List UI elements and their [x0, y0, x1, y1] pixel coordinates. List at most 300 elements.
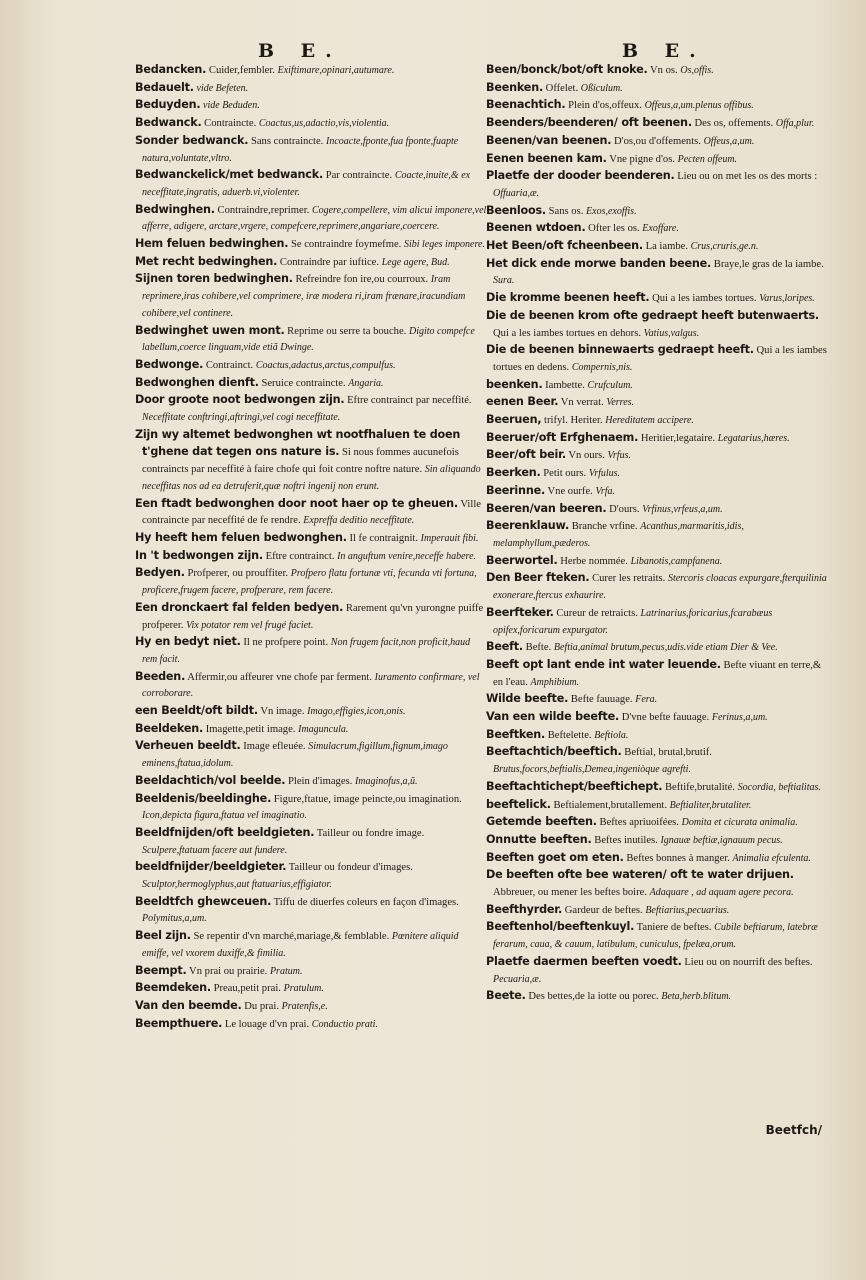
french-definition: Des bettes,de la iotte ou porec. [528, 991, 659, 1003]
dictionary-entry [486, 832, 832, 850]
headword: Bedyen. [135, 566, 185, 580]
french-definition: Vn image. [260, 706, 305, 718]
latin-gloss: Icon,depicta figura,ftatua vel imaginatio. [142, 810, 307, 822]
dictionary-entry [135, 254, 487, 272]
headword: Sonder bedwanck. [135, 133, 249, 147]
french-definition: Profperer, ou prouffiter. [187, 568, 289, 580]
dictionary-entry [135, 115, 487, 133]
latin-gloss: Pratulum. [283, 983, 324, 995]
headword: Beempthuere. [135, 1016, 223, 1030]
latin-gloss: Verres. [606, 397, 635, 409]
french-definition: Ofter les os. [588, 223, 640, 235]
dictionary-entry [486, 797, 832, 815]
latin-gloss: Adaquare , ad aquam agere pecora. [649, 887, 794, 899]
dictionary-entry [486, 290, 832, 308]
headword: een Beeldt/oft bildt. [135, 704, 258, 718]
latin-gloss: Expreffa deditio neceffitate. [303, 515, 415, 527]
latin-gloss: Sculpere,ftatuam facere aut fundere. [142, 844, 288, 856]
headword: Beeft. [486, 640, 523, 654]
latin-gloss: Imago,effigies,icon,onis. [307, 706, 406, 718]
dictionary-entry [486, 394, 832, 412]
dictionary-entry [486, 412, 832, 430]
latin-gloss: Exiftimare,opinari,autumare. [277, 65, 395, 76]
french-definition: Contraindre par iuftice. [279, 256, 380, 268]
dictionary-entry [135, 271, 487, 322]
dictionary-entry [486, 447, 832, 465]
french-definition: Gardeur de beftes. [564, 904, 643, 916]
headword: Beeldenis/beeldinghe. [135, 791, 272, 805]
french-definition: Se contraindre foymefme. [290, 239, 402, 251]
french-definition: Eftre contrainct. [265, 550, 335, 562]
dictionary-entry [486, 814, 832, 832]
french-definition: Herbe nommée. [560, 555, 628, 567]
headword: Beeldachtich/vol beelde. [135, 773, 286, 787]
french-definition: D'os,ou d'offements. [614, 135, 701, 147]
latin-gloss: Pratum. [269, 965, 303, 977]
latin-gloss: Beftialiter,brutaliter. [669, 799, 752, 811]
dictionary-entry [135, 1016, 487, 1034]
headword: Door groote noot bedwongen zijn. [135, 393, 345, 407]
latin-gloss: In anguftum venire,neceffe habere. [337, 550, 477, 562]
headword: Beel zijn. [135, 929, 191, 943]
french-definition: Qui a les iambes tortues. [652, 293, 757, 305]
headword: eenen Beer. [486, 395, 559, 409]
headword: Van een wilde beefte. [486, 710, 620, 724]
headword: Beerfteker. [486, 605, 554, 619]
dictionary-entry [486, 238, 832, 256]
french-definition: Vn ours. [568, 450, 605, 462]
latin-gloss: Sin aliquando neceffitas nos ad ea detruferit,quæ noftri ingenij non erunt. [142, 464, 481, 492]
french-definition: Beftialement,brutallement. [553, 799, 667, 811]
latin-gloss: Animalia efculenta. [732, 852, 811, 864]
latin-gloss: Conductio prati. [311, 1018, 378, 1030]
dictionary-entry [135, 392, 487, 426]
headword: Beempt. [135, 963, 187, 977]
dictionary-entry [486, 744, 832, 778]
headword: Been/bonck/bot/oft knoke. [486, 63, 648, 76]
dictionary-entry [135, 167, 487, 201]
headword: Beerinne. [486, 483, 546, 497]
latin-gloss: Vrfa. [595, 485, 616, 497]
french-definition: Des os, offements. [694, 118, 774, 130]
headword: Beerken. [486, 466, 541, 480]
dictionary-entry [486, 954, 832, 988]
latin-gloss: Hereditatem accipere. [605, 415, 694, 427]
latin-gloss: Pœnitere aliquid emiffe, vel vxorem duxiffe,& fimilia. [142, 931, 459, 959]
french-definition: Beftelette. [547, 729, 592, 741]
dictionary-entry [486, 62, 832, 80]
dictionary-entry [486, 501, 832, 519]
headword: Beeden. [135, 669, 186, 683]
dictionary-entry [135, 669, 487, 703]
dictionary-entry [486, 80, 832, 98]
french-definition: Vn verrat. [560, 397, 604, 409]
dictionary-entry [486, 902, 832, 920]
french-definition: Beftial, brutal,brutif. [624, 747, 712, 759]
headword: De beeften ofte bee wateren/ oft te water drijuen. [486, 868, 794, 882]
headword: Verheuen beeldt. [135, 739, 241, 753]
dictionary-entry [486, 988, 832, 1006]
dictionary-entry [135, 721, 487, 739]
dictionary-entry [135, 894, 487, 928]
latin-gloss: Ignauæ beftiæ,ignauum pecus. [660, 834, 783, 846]
latin-gloss: Offa,plur. [775, 118, 815, 130]
headword: Beeftken. [486, 727, 546, 741]
french-definition: Plein d'images. [288, 775, 353, 787]
right-column [486, 62, 832, 1006]
headword: Bedwanckelick/met bedwanck. [135, 168, 324, 182]
headword: Plaetfe der dooder beenderen. [486, 169, 675, 183]
latin-gloss: Angaria. [348, 377, 384, 389]
french-definition: Reprime ou serre ta bouche. [287, 325, 407, 337]
headword: beeldfnijder/beeldgieter. [135, 860, 287, 874]
dictionary-entry [486, 570, 832, 604]
french-definition: Si nous fommes aucunefois contraincts par neceffité à faire chofe qui foit contre noftre nature. [142, 447, 459, 476]
headword: Getemde beeften. [486, 815, 597, 829]
headword: Een dronckaert fal felden bedyen. [135, 600, 344, 614]
headword: Beeftachtich/beeftich. [486, 745, 622, 759]
latin-gloss: Lege agere, Bud. [381, 256, 450, 268]
latin-gloss: Coactus,us,adactio,vis,violentia. [258, 118, 390, 130]
headword: Beefthyrder. [486, 902, 563, 916]
latin-gloss: Legatarius,hæres. [717, 432, 790, 444]
headword: Beeruen, [486, 413, 542, 427]
dictionary-entry [486, 151, 832, 169]
latin-gloss: Digito compefce labellum,coerce linguam,vide etiã Dwinge. [142, 325, 475, 354]
latin-gloss: Profpero flatu fortunæ vti, fecunda vti fortuna, proficere,frugem facere, profperare, rem facere. [142, 568, 477, 597]
latin-gloss: Offeus,a,um.plenus offibus. [644, 100, 754, 112]
dictionary-entry [486, 867, 832, 901]
headword: Hem feluen bedwinghen. [135, 237, 289, 251]
latin-gloss: Stercoris cloacas expurgare,fterquilinia exonerare,ftercus exhaurire. [493, 573, 827, 602]
headword: Met recht bedwinghen. [135, 254, 278, 268]
french-definition: Cureur de retraicts. [556, 607, 638, 619]
latin-gloss: Offeus,a,um. [703, 135, 755, 147]
dictionary-entry [486, 657, 832, 691]
headword: Beete. [486, 989, 526, 1003]
dictionary-entry [135, 236, 487, 254]
latin-gloss: Exos,exoffis. [586, 205, 637, 217]
dictionary-entry [486, 850, 832, 868]
dictionary-entry [486, 115, 832, 133]
french-definition: Tailleur ou fondre image. [316, 827, 425, 839]
dictionary-entry [135, 791, 487, 825]
headword: Beeruer/oft Erfghenaem. [486, 430, 639, 444]
headword: Beenen wtdoen. [486, 221, 586, 235]
latin-gloss: Latrinarius,foricarius,fcarabæus opifex,foricarum expurgator. [493, 607, 773, 636]
latin-gloss: Imaginofus,a,ũ. [354, 775, 418, 787]
french-definition: Vne pigne d'os. [609, 153, 675, 165]
latin-gloss: Incoacte,fponte,fua fponte,fuapte natura,voluntate,vltro. [142, 135, 459, 164]
dictionary-entry [135, 496, 487, 530]
headword: Beer/oft beir. [486, 448, 566, 462]
french-definition: Contraindre,reprimer. [217, 204, 310, 216]
latin-gloss: Iuramento confirmare, vel corroborare. [142, 671, 480, 700]
headword: beeftelick. [486, 797, 551, 811]
french-definition: Se repentir d'vn marché,mariage,& femblable. [193, 931, 390, 943]
dictionary-entry [135, 825, 487, 859]
left-column [135, 62, 487, 1033]
dictionary-entry [135, 548, 487, 566]
latin-gloss: Ferinus,a,um. [711, 712, 768, 724]
french-definition: Par contraincte. [325, 170, 393, 182]
french-definition: Tiffu de diuerfes coleurs en façon d'images. [273, 896, 459, 908]
french-definition: Contrainct. [205, 359, 254, 371]
dictionary-entry [486, 691, 832, 709]
headword: Hy en bedyt niet. [135, 635, 241, 649]
latin-gloss: Sura. [493, 275, 515, 287]
headword: Zijn wy altemet bedwonghen wt nootfhaluen te doen t'ghene dat tegen ons nature is. [135, 427, 461, 459]
french-definition: Du prai. [244, 1000, 279, 1012]
french-definition: Befte fauuage. [570, 694, 633, 706]
dictionary-entry [135, 998, 487, 1016]
french-definition: Beftes apriuoifées. [599, 817, 679, 829]
headword: Beenloos. [486, 203, 546, 217]
dictionary-entry [486, 256, 832, 290]
headword: Beeft opt lant ende int water leuende. [486, 657, 721, 671]
french-definition: Affermir,ou affeurer vne chofe par ferment. [187, 671, 372, 683]
headword: Den Beer fteken. [486, 571, 590, 585]
french-definition: Preau,petit prai. [213, 983, 281, 995]
french-definition: Lieu ou on met les os des morts : [677, 171, 818, 183]
dictionary-entry [135, 859, 487, 893]
dictionary-entry [135, 600, 487, 634]
headword: Beeren/van beeren. [486, 501, 607, 515]
french-definition: trifyl. Heriter. [544, 415, 603, 427]
french-definition: Qui a les iambes tortues en dedens. [493, 345, 827, 373]
latin-gloss: Fera. [635, 694, 658, 706]
french-definition: Sans contraincte. [250, 135, 324, 147]
french-definition: Eftre contrainct par neceffité. [347, 395, 472, 407]
headword: beenken. [486, 377, 543, 391]
running-header-right: B E. [622, 40, 706, 62]
dictionary-entry [135, 634, 487, 668]
headword: Hy heeft hem feluen bedwonghen. [135, 530, 347, 544]
dictionary-entry [135, 427, 487, 496]
dictionary-entry [486, 709, 832, 727]
latin-gloss: Varus,loripes. [759, 293, 815, 305]
latin-gloss: Coacte,inuite,& ex neceffitate,ingratis, aduerb.vi,violenter. [142, 170, 471, 198]
latin-gloss: vide Befeten. [196, 82, 249, 94]
french-definition: Figure,ftatue, image peincte,ou imagination. [273, 793, 462, 805]
latin-gloss: Beftia,animal brutum,pecus,udis.vide etiam Dier & Vee. [553, 642, 778, 654]
french-definition: Refreindre fon ire,ou courroux. [295, 274, 429, 286]
dictionary-entry [486, 308, 832, 342]
latin-gloss: Cubile beftiarum, latebræ ferarum, caua, & cauum, latibulum, cuniculus, fpelæa,orum. [493, 922, 818, 951]
latin-gloss: Vix potator rem vel frugé faciet. [186, 619, 314, 631]
latin-gloss: Amphibium. [530, 676, 580, 688]
dictionary-entry [135, 738, 487, 772]
french-definition: D'vne befte fauuage. [621, 712, 710, 724]
dictionary-entry [486, 779, 832, 797]
latin-gloss: Vrfulus. [588, 468, 621, 480]
french-definition: D'ours. [609, 503, 640, 515]
dictionary-entry [135, 97, 487, 115]
dictionary-entry [486, 377, 832, 395]
headword: In 't bedwongen zijn. [135, 548, 263, 562]
french-definition: La iambe. [645, 241, 688, 253]
headword: Beeftenhol/beeftenkuyl. [486, 920, 635, 934]
dictionary-entry [486, 430, 832, 448]
french-definition: Il fe contraignit. [349, 532, 418, 544]
latin-gloss: Sibi leges imponere. [403, 239, 485, 251]
dictionary-entry [135, 565, 487, 599]
dictionary-entry [135, 202, 487, 236]
dictionary-entry [486, 639, 832, 657]
dictionary-entry [135, 80, 487, 98]
headword: Beerwortel. [486, 553, 558, 567]
latin-gloss: Polymitus,a,um. [142, 913, 207, 925]
french-definition: Curer les retraits. [592, 573, 666, 585]
dictionary-entry [486, 483, 832, 501]
latin-gloss: Acanthus,marmaritis,idis, melamphyllum,pæderos. [493, 521, 744, 549]
headword: Bedwonge. [135, 357, 204, 371]
french-definition: Lieu ou on nourrift des beftes. [684, 956, 813, 968]
running-header-left: B E. [258, 40, 342, 62]
headword: Beemdeken. [135, 981, 211, 995]
dictionary-entry [135, 980, 487, 998]
dictionary-entry [486, 220, 832, 238]
headword: Die de beenen binnewaerts gedraept heeft. [486, 343, 754, 357]
latin-gloss: Socordia, beftialitas. [737, 781, 821, 793]
french-definition: Petit ours. [543, 468, 587, 480]
french-definition: Plein d'os,offeux. [568, 100, 642, 112]
headword: Het dick ende morwe banden beene. [486, 256, 712, 270]
dictionary-entry [135, 133, 487, 167]
dictionary-entry [135, 357, 487, 375]
dictionary-entry [135, 530, 487, 548]
french-definition: Heritier,legataire. [640, 432, 716, 444]
headword: Beenders/beenderen/ oft beenen. [486, 116, 692, 130]
latin-gloss: Pratenfis,e. [281, 1000, 328, 1012]
latin-gloss: Cogere,compellere, vim alicui imponere,vel afferre, adigere, arctare,vrgere, compefcere,reprimere,angariare,coercere. [142, 204, 487, 233]
headword: Beeften goet om eten. [486, 850, 624, 864]
french-definition: Tailleur ou fondeur d'images. [288, 862, 413, 874]
latin-gloss: Brutus,focors,beftialis,Demea,ingeniòque agrefti. [493, 764, 691, 776]
headword: Van den beemde. [135, 998, 242, 1012]
latin-gloss: vide Beduden. [203, 100, 260, 112]
latin-gloss: Simulacrum,figillum,fignum,imago eminens,ftatua,idolum. [142, 741, 448, 770]
dictionary-entry [135, 62, 487, 80]
french-definition: Qui a les iambes tortues en dehors. [493, 327, 641, 339]
headword: Eenen beenen kam. [486, 151, 607, 165]
french-definition: Seruice contraincte. [261, 377, 346, 389]
french-definition: Beftes bonnes à manger. [626, 852, 730, 864]
french-definition: Cuider,fembler. [208, 65, 275, 76]
headword: Die de beenen krom ofte gedraept heeft butenwaerts. [486, 308, 819, 322]
dictionary-entry [486, 465, 832, 483]
latin-gloss: Iram reprimere,iras cohibere,vel comprimere, iræ modera ri,iram frænare,iracundiam cohibere,vel continere. [142, 274, 466, 319]
latin-gloss: Compernis,nis. [571, 361, 633, 373]
dictionary-entry [135, 773, 487, 791]
french-definition: Vn os. [650, 65, 678, 76]
latin-gloss: Domita et cicurata animalia. [681, 817, 798, 829]
headword: Beeldtfch ghewceuen. [135, 894, 272, 908]
french-definition: Sans os. [548, 205, 584, 217]
headword: Plaetfe daermen beeften voedt. [486, 954, 682, 968]
dictionary-entry [135, 323, 487, 357]
dictionary-entry [135, 703, 487, 721]
latin-gloss: Os,offis. [680, 65, 714, 76]
latin-gloss: Offuaria,æ. [493, 187, 540, 199]
latin-gloss: Beta,herb.blitum. [661, 991, 732, 1003]
latin-gloss: Beftiola. [594, 729, 629, 741]
latin-gloss: Oßiculum. [580, 82, 623, 94]
headword: Beeldfnijden/oft beeldgieten. [135, 825, 315, 839]
headword: Beenken. [486, 80, 544, 94]
catchword: Beetfch/ [765, 1123, 822, 1137]
french-definition: Abbreuer, ou mener les beftes boire. [493, 887, 648, 899]
latin-gloss: Sculptor,hermoglyphus,aut ftatuarius,effigiator. [142, 879, 332, 891]
headword: Bedwonghen dienft. [135, 375, 259, 389]
headword: Bedwinghet uwen mont. [135, 323, 285, 337]
french-definition: Ville contraincte par neceffité de fe rendre. [142, 498, 481, 527]
latin-gloss: Exoffare. [642, 223, 679, 235]
headword: Bedwinghen. [135, 202, 215, 216]
french-definition: Taniere de beftes. [636, 922, 712, 934]
latin-gloss: Pecten offeum. [677, 153, 738, 165]
dictionary-entry [135, 963, 487, 981]
latin-gloss: Imaguncula. [298, 723, 349, 735]
french-definition: Befte. [525, 642, 552, 654]
latin-gloss: Vatius,valgus. [643, 327, 700, 339]
headword: Bedauelt. [135, 80, 194, 94]
headword: Wilde beefte. [486, 692, 569, 706]
dictionary-entry [135, 928, 487, 962]
french-definition: Rarement qu'vn yurongne puiffe profperer. [142, 602, 484, 631]
headword: Een ftadt bedwonghen door noot haer op te gheuen. [135, 496, 458, 510]
french-definition: Braye,le gras de la iambe. [713, 258, 824, 270]
french-definition: Contraincte. [204, 118, 257, 130]
headword: Beenen/van beenen. [486, 133, 612, 147]
dictionary-entry [135, 375, 487, 393]
french-definition: Le louage d'vn prai. [224, 1018, 310, 1030]
french-definition: Branche vrfine. [571, 521, 638, 533]
headword: Onnutte beeften. [486, 832, 592, 846]
dictionary-entry [486, 727, 832, 745]
latin-gloss: Pecuaria,æ. [493, 973, 542, 985]
latin-gloss: Crus,cruris,ge.n. [690, 241, 759, 253]
headword: Beeldeken. [135, 721, 204, 735]
headword: Beeftachtichept/beeftichept. [486, 779, 663, 793]
dictionary-entry [486, 342, 832, 376]
french-definition: Vne ourfe. [547, 485, 593, 497]
french-definition: Beftife,brutalité. [664, 781, 735, 793]
latin-gloss: Neceffitate conftringi,aftringi,vel cogi neceffitate. [142, 412, 341, 424]
dictionary-entry [486, 168, 832, 202]
dictionary-entry [486, 919, 832, 953]
headword: Het Been/oft fcheenbeen. [486, 239, 643, 253]
dictionary-entry [486, 553, 832, 571]
latin-gloss: Vrfinus,vrfeus,a,um. [642, 503, 723, 515]
headword: Bedwanck. [135, 116, 202, 130]
latin-gloss: Coactus,adactus,arctus,compulfus. [255, 359, 396, 371]
french-definition: Beftes inutiles. [594, 834, 658, 846]
dictionary-entry [486, 518, 832, 552]
french-definition: Offelet. [545, 82, 579, 94]
dictionary-entry [486, 97, 832, 115]
headword: Die kromme beenen heeft. [486, 291, 650, 305]
latin-gloss: Non frugem facit,non proficit,haud rem facit. [142, 637, 471, 665]
dictionary-entry [486, 605, 832, 639]
french-definition: Iambette. [545, 379, 585, 391]
french-definition: Befte viuant en terre,& en l'eau. [493, 659, 822, 688]
headword: Beduyden. [135, 98, 201, 112]
headword: Bedancken. [135, 63, 207, 76]
latin-gloss: Imperauit fibi. [420, 532, 479, 544]
french-definition: Imagette,petit image. [205, 723, 296, 735]
dictionary-entry [486, 203, 832, 221]
